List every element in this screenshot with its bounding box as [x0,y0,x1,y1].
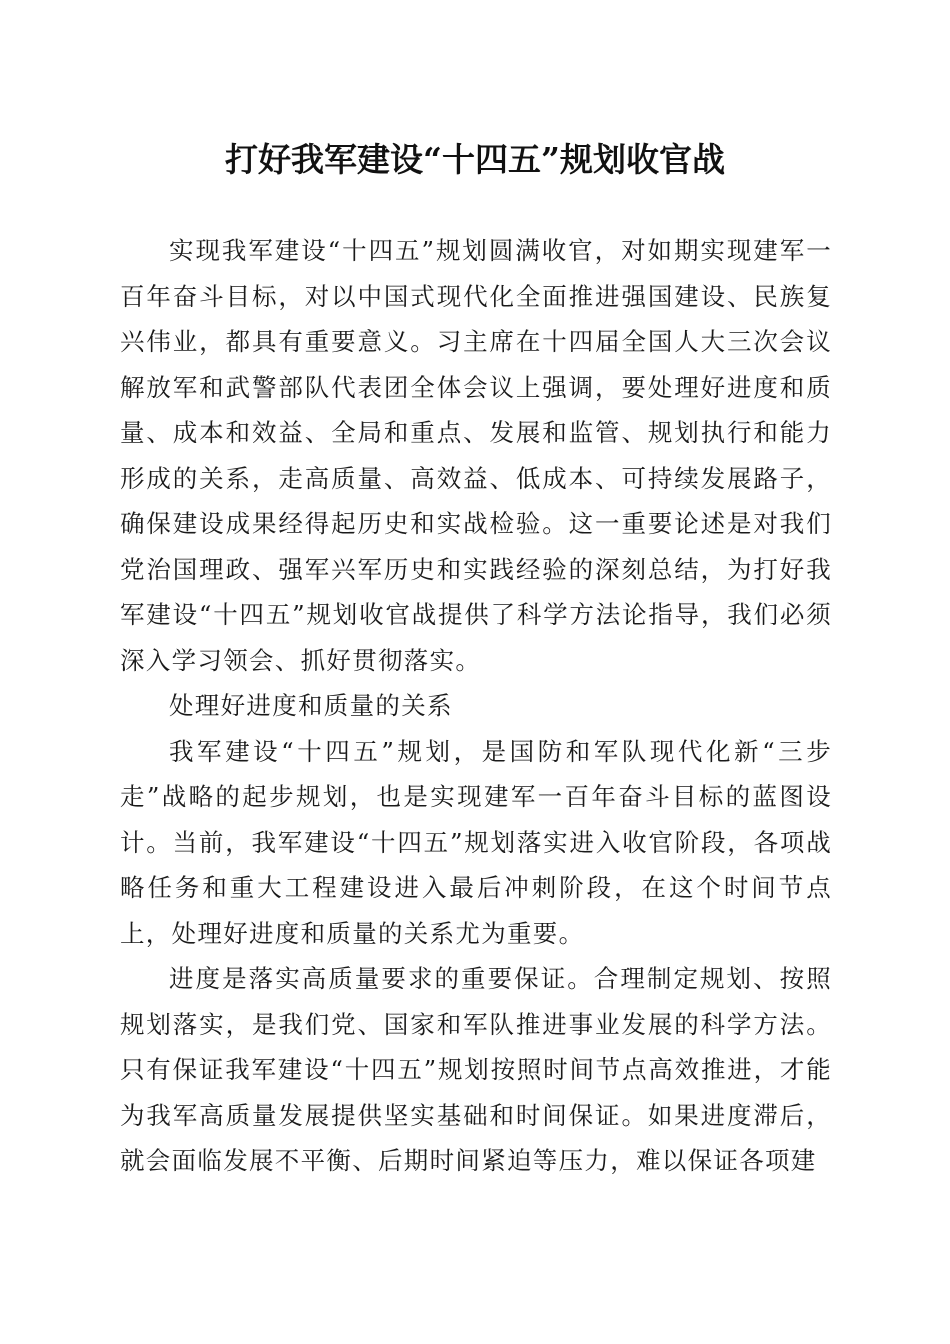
section-heading: 处理好进度和质量的关系 [169,691,453,720]
paragraph-plan: 我军建设“十四五”规划，是国防和军队现代化新“三步走”战略的起步规划，也是实现建军一百年奋斗目标的蓝图设计。当前，我军建设“十四五”规划落实进入收官阶段，各项战略任务和重大工程建设进入最后冲刺阶段，在这个时间节点上，处理好进度和质量的关系尤为重要。 [120,736,832,948]
document-title: 打好我军建设“十四五”规划收官战 [225,140,725,179]
document-body [120,228,832,1184]
paragraph-intro: 实现我军建设“十四五”规划圆满收官，对如期实现建军一百年奋斗目标，对以中国式现代化全面推进强国建设、民族复兴伟业，都具有重要意义。习主席在十四届全国人大三次会议解放军和武警部队代表团全体会议上强调，要处理好进度和质量、成本和效益、全局和重点、发展和监管、规划执行和能力形成的关系，走高质量、高效益、低成本、可持续发展路子，确保建设成果经得起历史和实战检验。这一重要论述是对我们党治国理政、强军兴军历史和实践经验的深刻总结，为打好我军建设“十四五”规划收官战提供了科学方法论指导，我们必须深入学习领会、抓好贯彻落实。 [120,236,832,675]
paragraph-progress: 进度是落实高质量要求的重要保证。合理制定规划、按照规划落实，是我们党、国家和军队推进事业发展的科学方法。只有保证我军建设“十四五”规划按照时间节点高效推进，才能为我军高质量发展提供坚实基础和时间保证。如果进度滞后，就会面临发展不平衡、后期时间紧迫等压力，难以保证各项建 [120,964,832,1175]
